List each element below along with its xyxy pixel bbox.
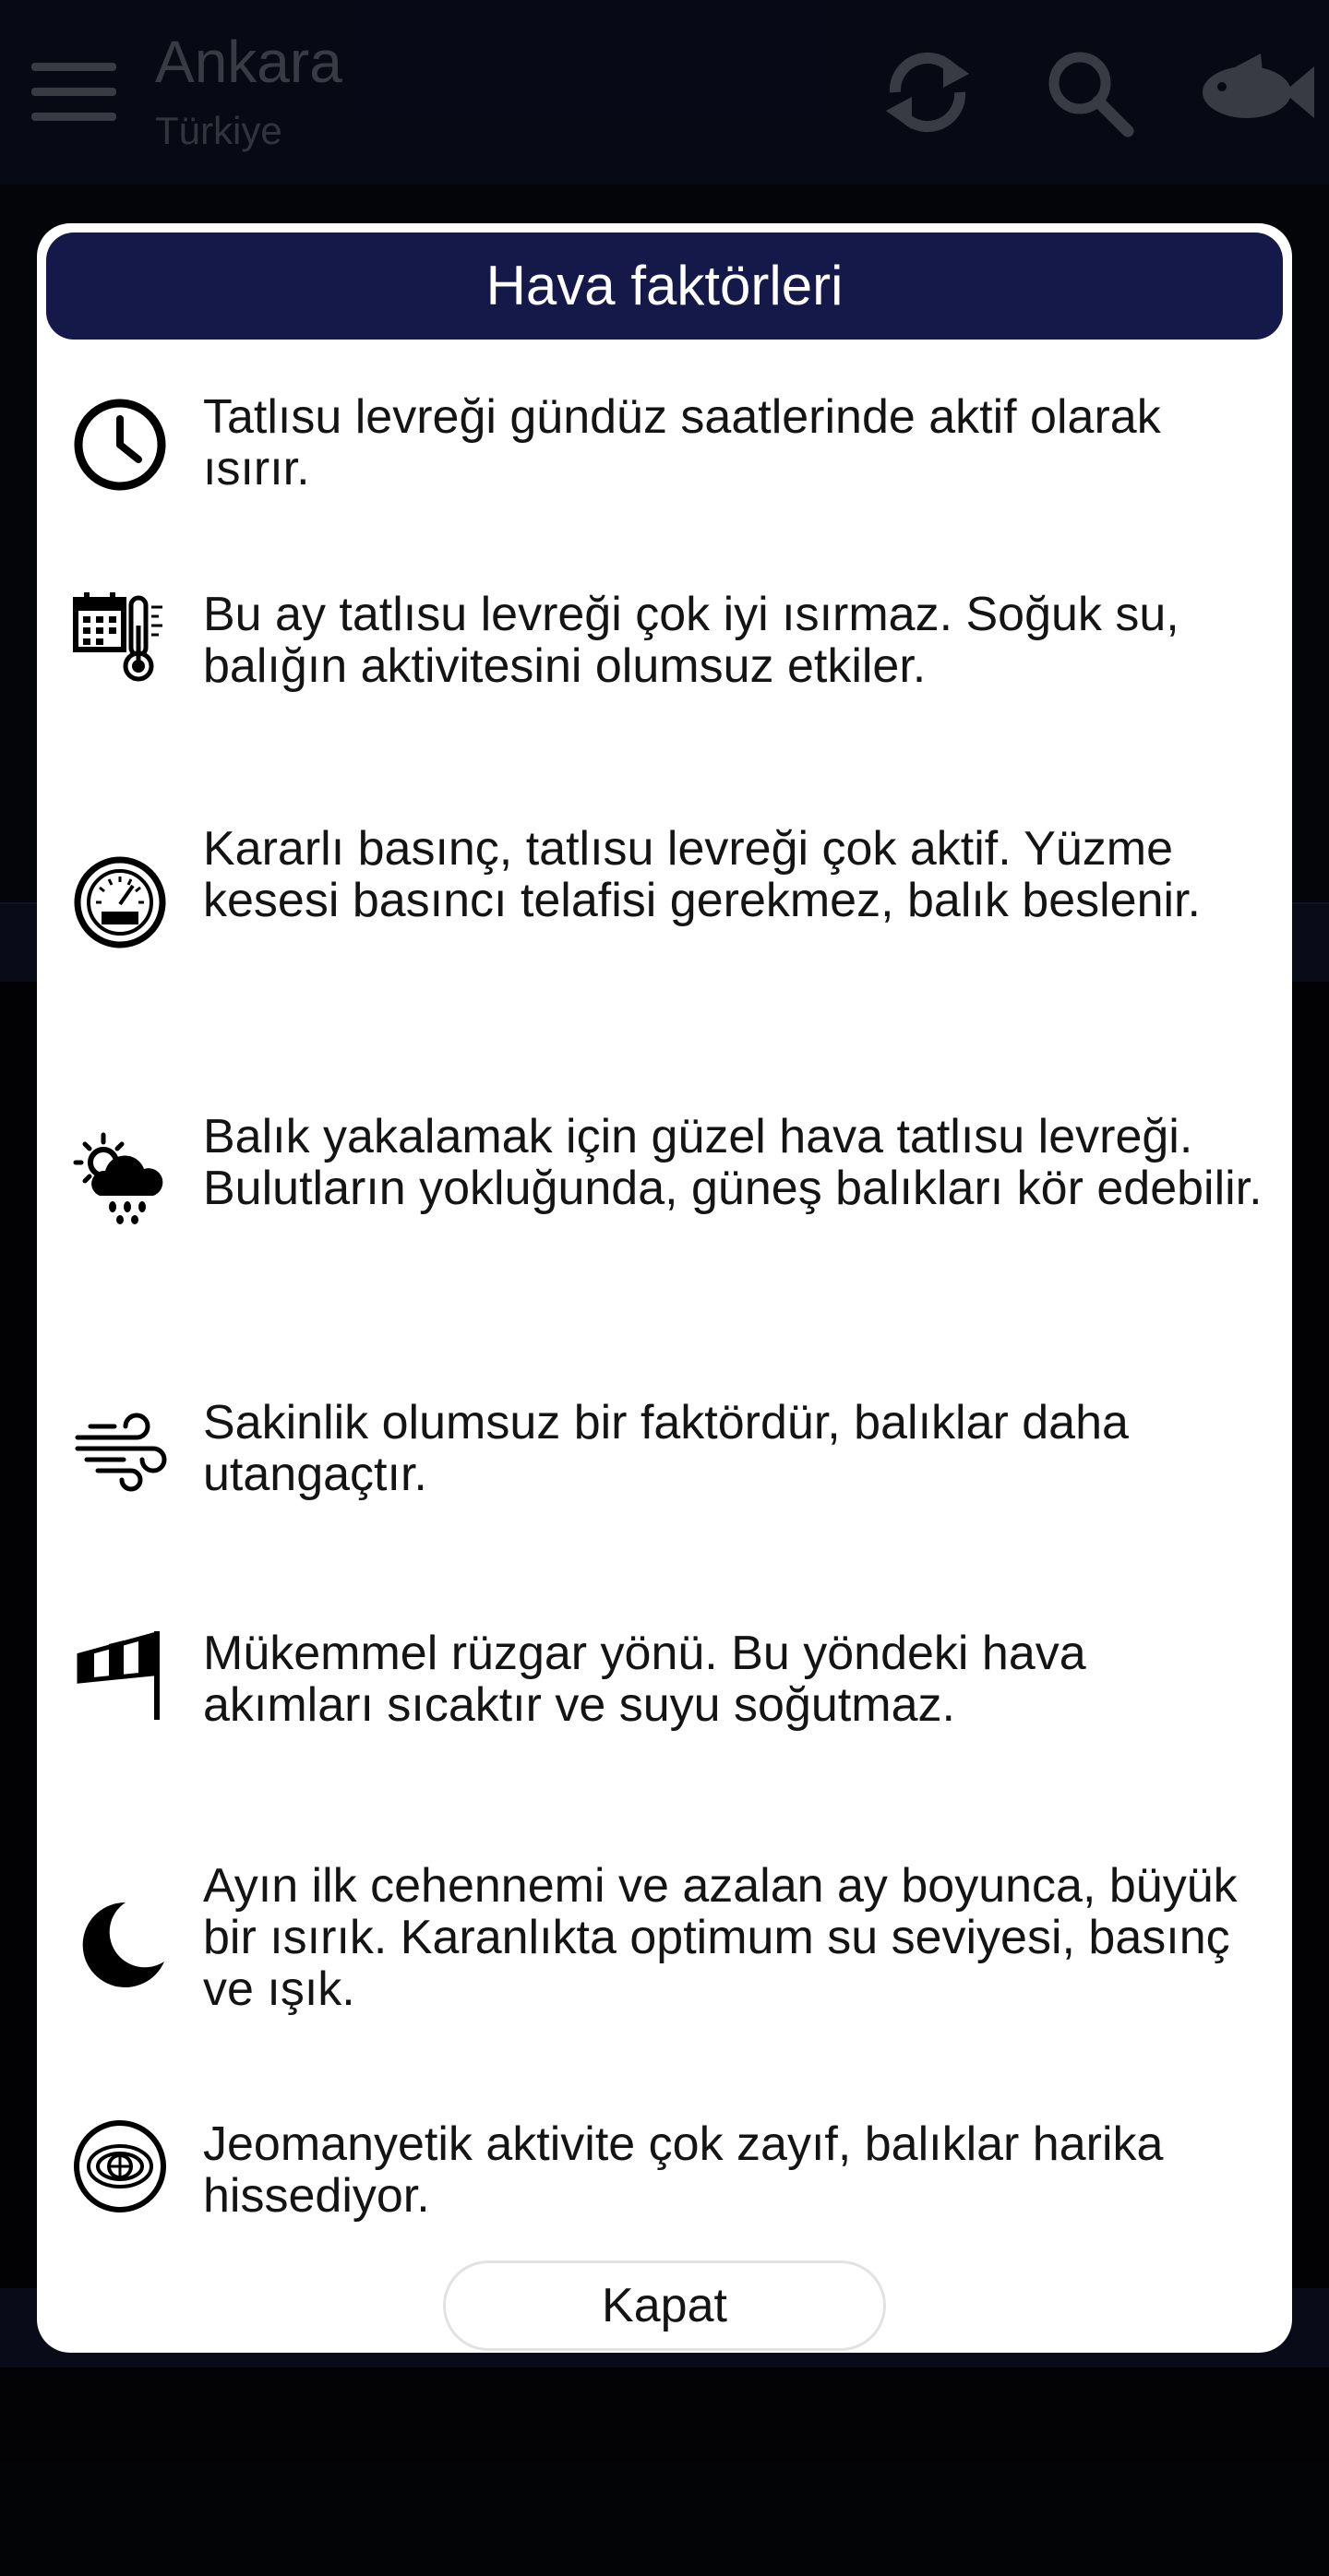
close-button[interactable]: Kapat xyxy=(443,2260,886,2351)
clock-icon xyxy=(72,397,168,493)
windsock-icon xyxy=(72,1628,168,1723)
wind-icon xyxy=(72,1397,168,1493)
dialog-title: Hava faktörleri xyxy=(46,233,1283,340)
sun-cloud-rain-icon xyxy=(72,1129,168,1225)
factor-text: Tatlısu levreği gündüz saatlerinde aktif olarak ısırır. xyxy=(203,390,1161,495)
factor-text: Kararlı basınç, tatlısu levreği çok aktif. Yüzme kesesi basıncı telafisi gerekmez, balık beslenir. xyxy=(203,822,1201,927)
weather-factors-dialog xyxy=(37,223,1292,2353)
factor-item xyxy=(37,2118,1292,2248)
factor-text: Bu ay tatlısu levreği çok iyi ısırmaz. Soğuk su, balığın aktivitesini olumsuz etkiler. xyxy=(203,588,1179,693)
factor-text: Sakinlik olumsuz bir faktördür, balıklar daha utangaçtır. xyxy=(203,1396,1129,1501)
factor-item xyxy=(37,1860,1292,2045)
factor-item xyxy=(37,589,1292,718)
factor-text: Mükemmel rüzgar yönü. Bu yöndeki hava akımları sıcaktır ve suyu soğutmaz. xyxy=(203,1627,1086,1732)
factor-text: Ayın ilk cehennemi ve azalan ay boyunca, büyük bir ısırık. Karanlıkta optimum su seviyesi, basınç ve ışık. xyxy=(203,1859,1238,2016)
factor-text: Jeomanyetik aktivite çok zayıf, balıklar harika hissediyor. xyxy=(203,2117,1164,2223)
geomagnetic-icon xyxy=(72,2118,168,2214)
factor-item xyxy=(37,1397,1292,1526)
factor-item xyxy=(37,1628,1292,1757)
factor-text: Balık yakalamak için güzel hava tatlısu levreği. Bulutların yokluğunda, güneş balıkları kör edebilir. xyxy=(203,1110,1263,1215)
factor-item xyxy=(37,823,1292,1008)
moon-icon xyxy=(72,1897,168,1993)
calendar-thermometer-icon xyxy=(72,589,168,685)
factor-item xyxy=(37,380,1292,509)
factor-item xyxy=(37,1111,1292,1295)
barometer-icon xyxy=(72,854,168,950)
